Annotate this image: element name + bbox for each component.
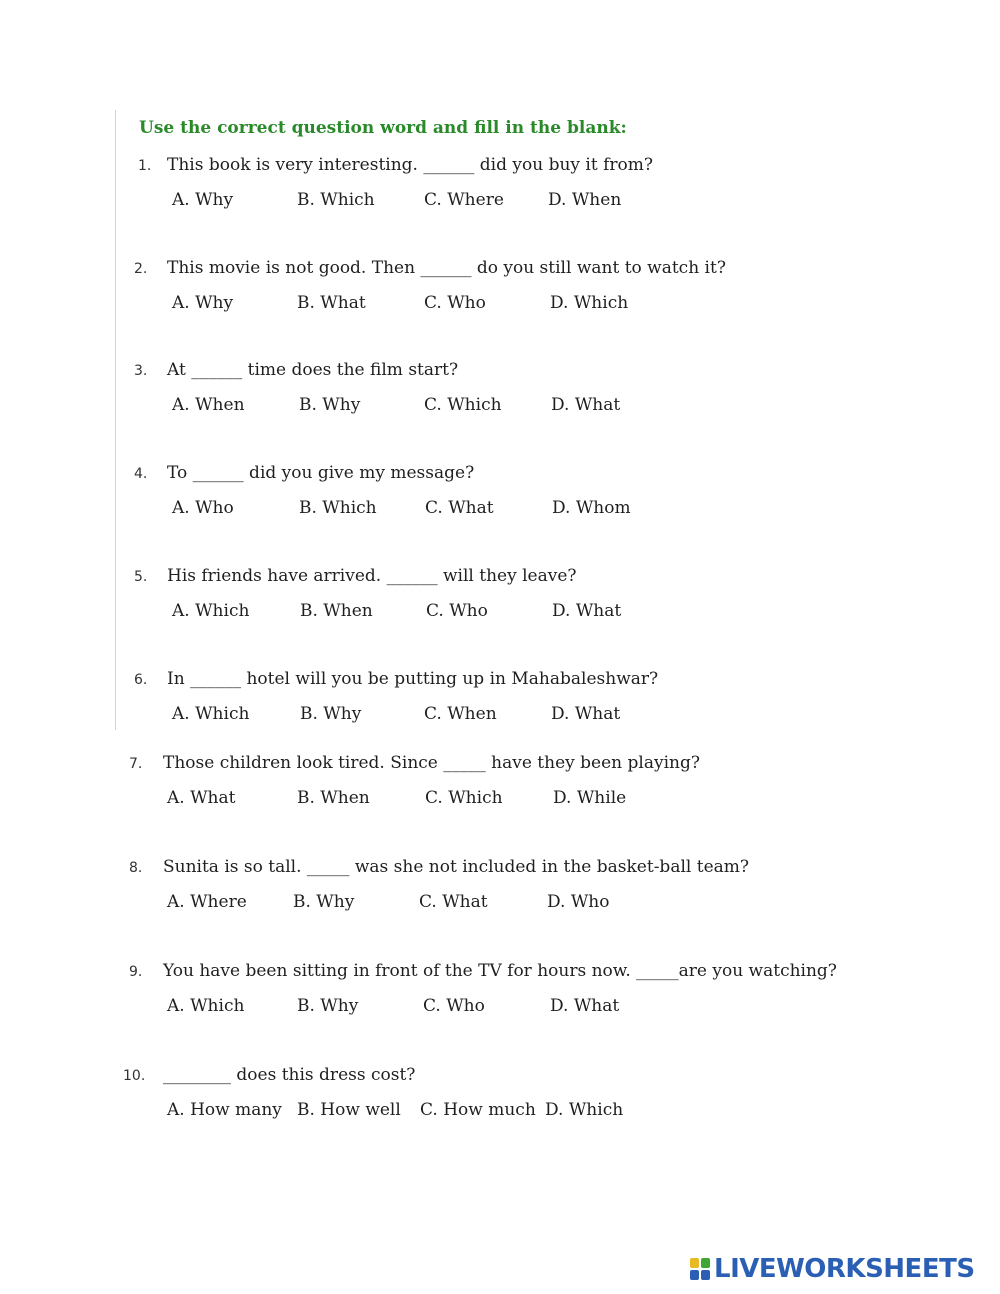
answer-option-a[interactable]: A. Which (172, 601, 250, 621)
answer-option-c[interactable]: C. What (425, 498, 494, 518)
question-number: 1. (138, 158, 152, 174)
answer-option-d[interactable]: D. Whom (552, 498, 631, 518)
worksheet-instructions: Use the correct question word and fill in the blank: (139, 118, 627, 138)
answer-option-d[interactable]: D. When (548, 190, 622, 210)
answer-option-b[interactable]: B. Why (300, 704, 362, 724)
answer-option-b[interactable]: B. How well (297, 1100, 401, 1120)
answer-option-b[interactable]: B. Why (297, 996, 359, 1016)
question-stem: His friends have arrived. ______ will they leave? (167, 566, 577, 586)
answer-option-c[interactable]: C. Which (424, 395, 502, 415)
answer-option-c[interactable]: C. Who (423, 996, 485, 1016)
question-stem: At ______ time does the film start? (167, 360, 459, 380)
answer-option-d[interactable]: D. What (550, 996, 620, 1016)
answer-option-c[interactable]: C. Who (426, 601, 488, 621)
answer-option-b[interactable]: B. Which (297, 190, 375, 210)
answer-option-d[interactable]: D. What (551, 395, 621, 415)
answer-option-a[interactable]: A. When (172, 395, 245, 415)
question-stem: To ______ did you give my message? (167, 463, 475, 483)
answer-option-b[interactable]: B. When (297, 788, 370, 808)
question-number: 2. (134, 261, 148, 277)
question-number: 7. (129, 756, 143, 772)
answer-option-d[interactable]: D. What (552, 601, 622, 621)
question-stem: Those children look tired. Since _____ have they been playing? (163, 753, 700, 773)
answer-option-a[interactable]: A. Where (167, 892, 247, 912)
answer-option-b[interactable]: B. Which (299, 498, 377, 518)
question-stem: In ______ hotel will you be putting up in Mahabaleshwar? (167, 669, 659, 689)
question-stem: This movie is not good. Then ______ do you still want to watch it? (167, 258, 726, 278)
answer-option-d[interactable]: D. Who (547, 892, 610, 912)
answer-option-a[interactable]: A. What (167, 788, 236, 808)
answer-option-d[interactable]: D. While (553, 788, 627, 808)
question-stem: This book is very interesting. ______ did you buy it from? (167, 155, 653, 175)
answer-option-d[interactable]: D. What (551, 704, 621, 724)
answer-option-a[interactable]: A. How many (167, 1100, 282, 1120)
question-number: 5. (134, 569, 148, 585)
answer-option-a[interactable]: A. Why (172, 190, 234, 210)
answer-option-c[interactable]: C. What (419, 892, 488, 912)
liveworksheets-logo-icon (690, 1258, 710, 1280)
question-stem: You have been sitting in front of the TV for hours now. _____are you watching? (163, 961, 837, 981)
question-number: 9. (129, 964, 143, 980)
answer-option-a[interactable]: A. Which (172, 704, 250, 724)
answer-option-b[interactable]: B. Why (293, 892, 355, 912)
answer-option-c[interactable]: C. How much (420, 1100, 536, 1120)
liveworksheets-logo (690, 1254, 975, 1284)
answer-option-a[interactable]: A. Why (172, 293, 234, 313)
answer-option-b[interactable]: B. When (300, 601, 373, 621)
question-stem: Sunita is so tall. _____ was she not included in the basket-ball team? (163, 857, 749, 877)
answer-option-b[interactable]: B. Why (299, 395, 361, 415)
question-number: 4. (134, 466, 148, 482)
answer-option-b[interactable]: B. What (297, 293, 366, 313)
question-stem: ________ does this dress cost? (163, 1065, 416, 1085)
logo-text: LIVEWORKSHEETS (714, 1254, 975, 1284)
answer-option-c[interactable]: C. Which (425, 788, 503, 808)
answer-option-d[interactable]: D. Which (550, 293, 629, 313)
answer-option-d[interactable]: D. Which (545, 1100, 624, 1120)
answer-option-c[interactable]: C. When (424, 704, 497, 724)
question-number: 6. (134, 672, 148, 688)
answer-option-c[interactable]: C. Where (424, 190, 504, 210)
answer-option-a[interactable]: A. Who (172, 498, 234, 518)
left-margin-rule (115, 110, 116, 730)
answer-option-c[interactable]: C. Who (424, 293, 486, 313)
question-number: 3. (134, 363, 148, 379)
question-number: 10. (123, 1068, 146, 1084)
question-number: 8. (129, 860, 143, 876)
answer-option-a[interactable]: A. Which (167, 996, 245, 1016)
